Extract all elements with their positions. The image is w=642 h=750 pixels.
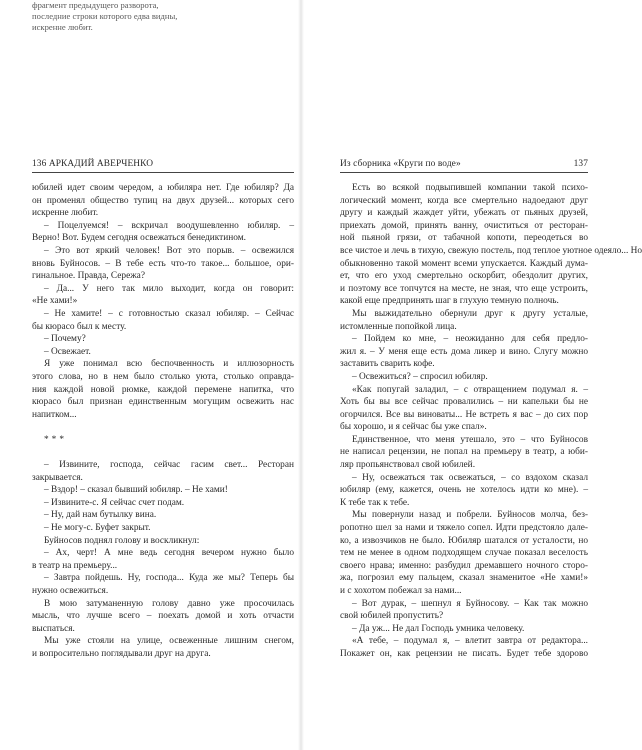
text-line: в театр на премьеру... [32,560,118,571]
text-line: этого слова, но в нем было столько уюта, столько оправда- [32,371,294,382]
text-line: В мою затуманенную голову давно уже просочилась [44,598,294,609]
left-running-head [32,158,294,173]
text-line: бы кюрасо был к месту. [32,321,127,332]
fragment-line: искренне любит. [32,21,93,32]
text-line: Буйносов поднял голову и воскликнул: [44,535,200,546]
text-line: ной пьяной грязи, от табачной копоти, переодеться во [340,233,588,244]
text-line: искренне любит. [32,208,99,219]
left-head-group [32,158,153,170]
text-line: «Как попугай заладил, – с отвращением подумал я. – [352,384,588,395]
text-line: ния каждой новой рюмке, каждой перемене напитка, что [32,384,294,395]
text-line: другу и каждый жаждет уйти, убежать от пьяных друзей, [340,208,588,219]
right-running-head [340,158,588,173]
text-line: – Да... У него так мило выходит, когда он говорит: [44,283,294,294]
right-page [340,158,642,661]
text-line: какой еще предпринять шаг в глухую темную полночь. [340,296,559,307]
text-line: и с хохотом побежал за нами... [340,586,462,596]
text-line: К тебе так к тебе. [340,497,410,508]
text-line: *** [44,434,68,445]
text-line: – Не могу-с. Буфет закрыт. [44,523,151,534]
right-head-title: Из сборника «Круги по воде» [340,159,461,169]
text-line: обыкновенно такой момент всеми упускается. Каждый дума- [340,258,588,269]
text-line: Я уже понимал всю беспочвенность и иллюзорность [44,359,294,370]
right-page-body [340,182,642,661]
text-line: Хоть бы вы все сейчас провалились – ни капельки бы не [340,397,588,408]
text-line: ляр пропьянствовал свой юбилей. [340,460,476,471]
text-line: – Освежает. [44,346,91,357]
left-page-body [32,182,294,661]
text-line: закрывается. [32,472,83,483]
text-line: ет, что его уход смертельно оскорбит, обездолит других, [340,271,588,282]
text-line: Мы повернули назад и побрели. Буйносов молча, без- [352,510,588,521]
text-line: – Извините, господа, сейчас гасим свет... Ресторан [44,460,294,471]
text-line: ропотно шел за нами и тяжело сопел. Идти предстояло дале- [340,523,588,534]
text-line: нужно освежиться. [32,586,109,596]
text-line: он променял общество тупиц на двух друзей... которых сего [32,195,294,206]
right-page-number: 137 [573,159,588,169]
text-line: заставить сварить кофе. [340,359,435,370]
text-line [32,446,294,459]
text-line: – Не хамите! – с готовностью сказал юбиляр. – Сейчас [44,308,294,319]
text-line: – Поцелуемся! – вскричал воодушевленно юбиляр. – [44,220,294,231]
text-line: Покажет он, как рецензии не писать. Будет тебе здорово [340,648,588,659]
text-line: юбиляр (ему, кажется, очень не хотелось идти ко мне). – [340,485,588,496]
text-line: своего нрава; именно: разбудил дремавшего ночного сторо- [340,560,588,571]
text-line: – Извините-с. Я сейчас счет подам. [44,497,185,508]
text-line: бы хорошо, и я сейчас бы уже спал». [340,422,487,433]
text-line: жа, погрозил ему пальцем, сказал знаменитое «Не хами!» [340,573,588,584]
text-line: свой юбилей пропустить? [340,611,444,622]
text-line: выспаться. [32,623,75,634]
text-line: – Да уж... Не дал Господь умника человеку. [352,623,525,634]
text-line: все чистое и лечь в тихую, свежую постель, под теплое уютное одеяло... Но [340,245,642,256]
fragment-line: фрагмент предыдущего разворота, [32,0,159,10]
text-line: – Завтра пойдешь. Ну, господа... Куда же мы? Теперь бы [44,573,294,584]
text-line: Верно! Вот. Будем сегодня освежаться бенедиктином. [32,233,247,244]
text-line: Единственное, что меня утешало, это – что Буйносов [352,434,588,445]
text-line: ко, а извозчиков не было. Юбиляр шатался от усталости, но [340,535,588,546]
text-line: «А тебе, – подумал я, – влетит завтра от редактора... [352,636,588,647]
text-line: – Освежиться? – спросил юбиляр. [352,371,488,382]
text-line: вновь Буйносов. – В тебе есть что-то такое... большое, ори- [32,258,294,269]
left-page-number: 136 [32,159,47,169]
text-line: и поэтому все топчутся на месте, не зная, что еще устроить, [340,283,588,294]
text-line: гинальное. Правда, Сережа? [32,271,145,282]
text-line: – Ну, дай нам бутылку вина. [44,510,157,521]
book-gutter [298,0,304,750]
text-line: истомленные попойкой лица. [340,321,457,332]
text-line: – Вот дурак, – шепнул я Буйносову. – Как так можно [352,598,588,609]
text-line: Есть во всякой подвыпившей компании такой психо- [352,183,588,193]
fragment-line: последние строки которого едва видны, [32,10,178,21]
text-line: – Вздор! – сказал бывший юбиляр. – Не хами! [44,485,228,496]
text-line: – Ну, освежаться так освежаться, – со вздохом сказал [352,472,588,483]
text-line: «Не хами!» [32,296,78,307]
text-line: кюрасо был признан единственным могущим освежить нас [32,397,294,408]
text-line: приехать домой, принять ванну, очиститься от ресторан- [340,220,588,231]
text-line: – Это вот яркий человек! Вот это порыв. – освежился [44,245,294,256]
left-page [32,158,294,661]
text-line: Мы уже стояли на улице, освеженные лишним снегом, [44,636,294,647]
text-line: тем не менее в одном подходящем случае показал веселость [340,548,588,559]
text-line: напитком... [32,409,77,420]
previous-spread-fragment [32,0,294,44]
text-line: огорчился. Все вы виноваты... Не встреть я вас – до сих пор [340,409,588,420]
text-line: логический момент, когда все смертельно надоедают друг [340,195,588,206]
text-line: – Пойдем ко мне, – неожиданно для себя предло- [352,334,588,345]
left-head-title: АРКАДИЙ АВЕРЧЕНКО [48,159,154,169]
text-line: – Почему? [44,334,86,345]
text-line: мысль, что лучше всего – поехать домой и хоть отчасти [32,611,294,622]
text-line [32,421,294,434]
text-line: и вопросительно поглядывали друг на друга. [32,648,211,659]
text-line: Мы выжидательно обернули друг к другу усталые, [352,308,588,319]
text-line: не написал рецензии, не попал на премьеру в театр, а юби- [340,447,588,458]
text-line: – Ах, черт! А мне ведь сегодня вечером нужно было [44,548,294,559]
text-line: жил я. – У меня еще есть дома ликер и вино. Слугу можно [340,346,588,357]
text-line: юбилей идет своим чередом, а юбиляра нет. Где юбиляр? Да [32,183,294,193]
